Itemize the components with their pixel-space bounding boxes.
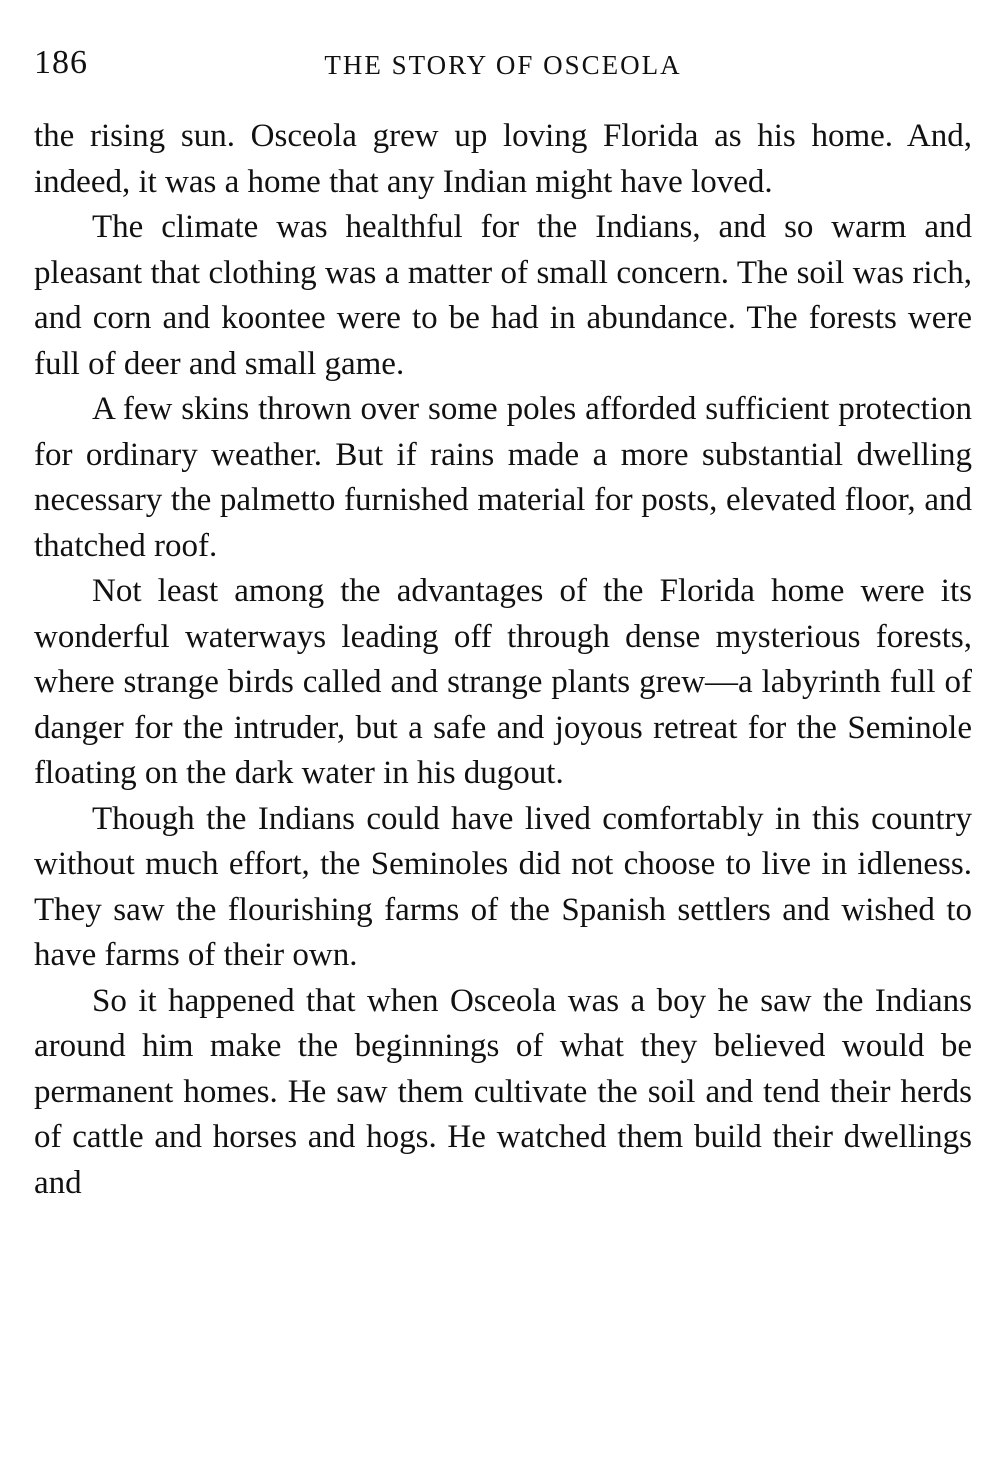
paragraph-continued: the rising sun. Osceola grew up loving Florida as his home. And, indeed, it was a home that any Indian might have loved. xyxy=(34,118,972,200)
book-page xyxy=(34,0,972,1484)
paragraph: Though the Indians could have lived comfortably in this country without much effort, the Seminoles did not choose to live in idleness. They saw the flourishing farms of the Spanish settlers and wished to have farms of their own. xyxy=(34,800,972,973)
page-number: 186 xyxy=(34,44,88,81)
body-text xyxy=(34,114,972,1206)
paragraph: So it happened that when Osceola was a boy he saw the Indians around him make the beginnings of what they believed would be permanent homes. He saw them cultivate the soil and tend their herds of cattle and horses and hogs. He watched them build their dwellings and xyxy=(34,982,972,1201)
paragraph: A few skins thrown over some poles afforded sufficient protection for ordinary weather. But if rains made a more substantial dwelling necessary the palmetto furnished material for posts, elevated floor, and thatched roof. xyxy=(34,391,972,564)
page-header xyxy=(34,44,972,88)
running-head: THE STORY OF OSCEOLA xyxy=(324,50,682,80)
paragraph: Not least among the advantages of the Florida home were its wonderful waterways leading off through dense mysterious forests, where strange birds called and strange plants grew—a labyrinth full of danger for the intruder, but a safe and joyous retreat for the Seminole floating on the dark water in his dugout. xyxy=(34,573,972,791)
paragraph: The climate was healthful for the Indians, and so warm and pleasant that clothing was a matter of small concern. The soil was rich, and corn and koontee were to be had in abundance. The forests were full of deer and small game. xyxy=(34,209,972,382)
